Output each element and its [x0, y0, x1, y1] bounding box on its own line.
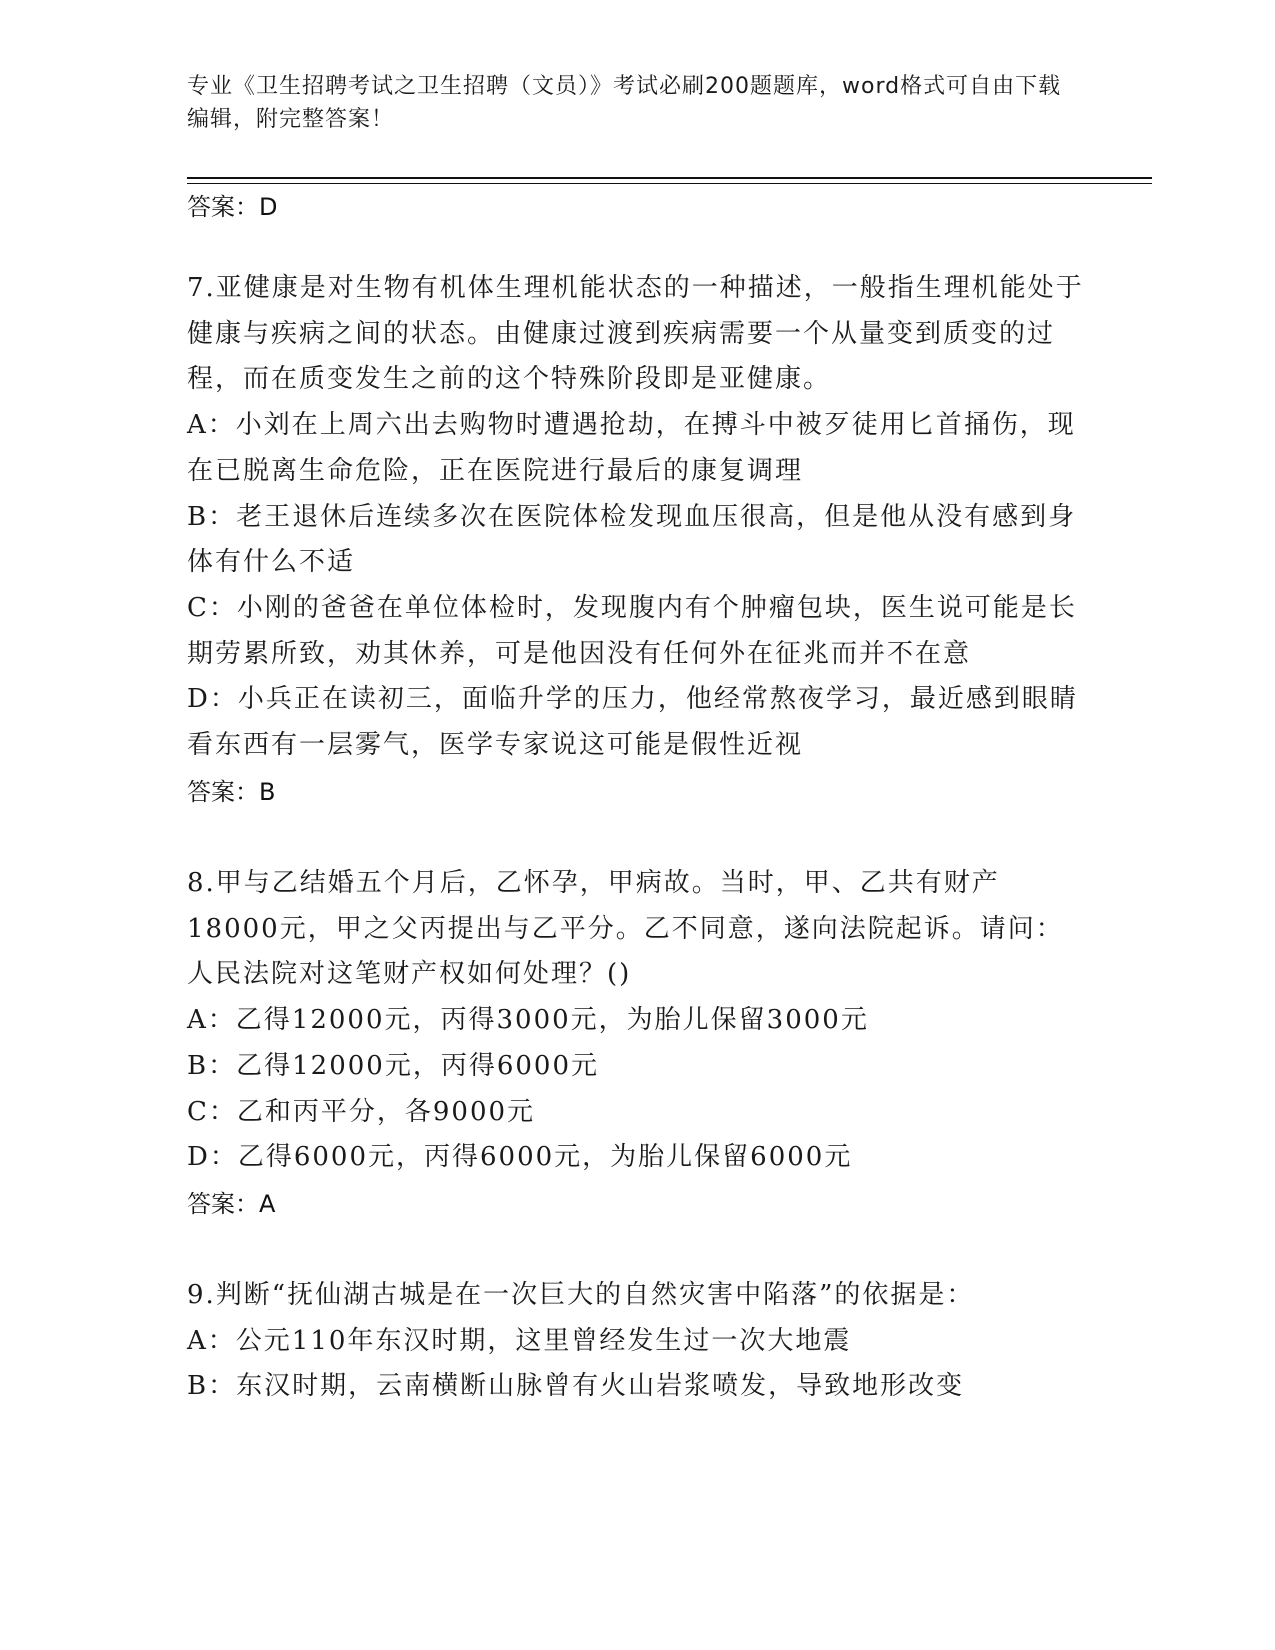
answer-q6: 答案：D [187, 193, 278, 221]
question-8-option-d: D：乙得6000元，丙得6000元，为胎儿保留6000元 [187, 1142, 853, 1173]
question-7 [187, 266, 1087, 769]
question-9-option-b: B：东汉时期，云南横断山脉曾有火山岩浆喷发，导致地形改变 [187, 1371, 965, 1402]
question-8-stem: 8.甲与乙结婚五个月后，乙怀孕，甲病故。当时，甲、乙共有财产18000元，甲之父丙提出与乙平分。乙不同意，遂向法院起诉。请问：人民法院对这笔财产权如何处理？() [187, 868, 1064, 990]
question-9-option-a: A：公元110年东汉时期，这里曾经发生过一次大地震 [187, 1325, 852, 1356]
question-8-option-c: C：乙和丙平分，各9000元 [187, 1096, 536, 1127]
answer-q8: 答案：A [187, 1190, 276, 1218]
question-9-stem: 9.判断“抚仙湖古城是在一次巨大的自然灾害中陷落”的依据是： [187, 1280, 975, 1310]
question-8 [187, 861, 1087, 1181]
question-7-option-d: D：小兵正在读初三，面临升学的压力，他经常熬夜学习，最近感到眼睛看东西有一层雾气，医学专家说这可能是假性近视 [187, 684, 1078, 761]
question-7-option-b: B：老王退休后连续多次在医院体检发现血压很高，但是他从没有感到身体有什么不适 [187, 501, 1077, 578]
answer-q7: 答案：B [187, 778, 276, 806]
question-8-option-a: A：乙得12000元，丙得3000元，为胎儿保留3000元 [187, 1005, 869, 1036]
header-rule-thin [187, 183, 1152, 184]
question-8-option-b: B：乙得12000元，丙得6000元 [187, 1050, 599, 1081]
header-rule-thick [187, 177, 1152, 179]
document-header: 专业《卫生招聘考试之卫生招聘（文员）》考试必刷200题题库，word格式可自由下载编辑，附完整答案！ [187, 74, 1062, 132]
question-7-stem: 7.亚健康是对生物有机体生理机能状态的一种描述，一般指生理机能处于健康与疾病之间的状态。由健康过渡到疾病需要一个从量变到质变的过程，而在质变发生之前的这个特殊阶段即是亚健康。 [187, 273, 1084, 395]
question-7-option-a: A：小刘在上周六出去购物时遭遇抢劫，在搏斗中被歹徒用匕首捅伤，现在已脱离生命危险，正在医院进行最后的康复调理 [187, 410, 1076, 486]
question-7-option-c: C：小刚的爸爸在单位体检时，发现腹内有个肿瘤包块，医生说可能是长期劳累所致，劝其休养，可是他因没有任何外在征兆而并不在意 [187, 592, 1077, 669]
question-9 [187, 1273, 1087, 1410]
